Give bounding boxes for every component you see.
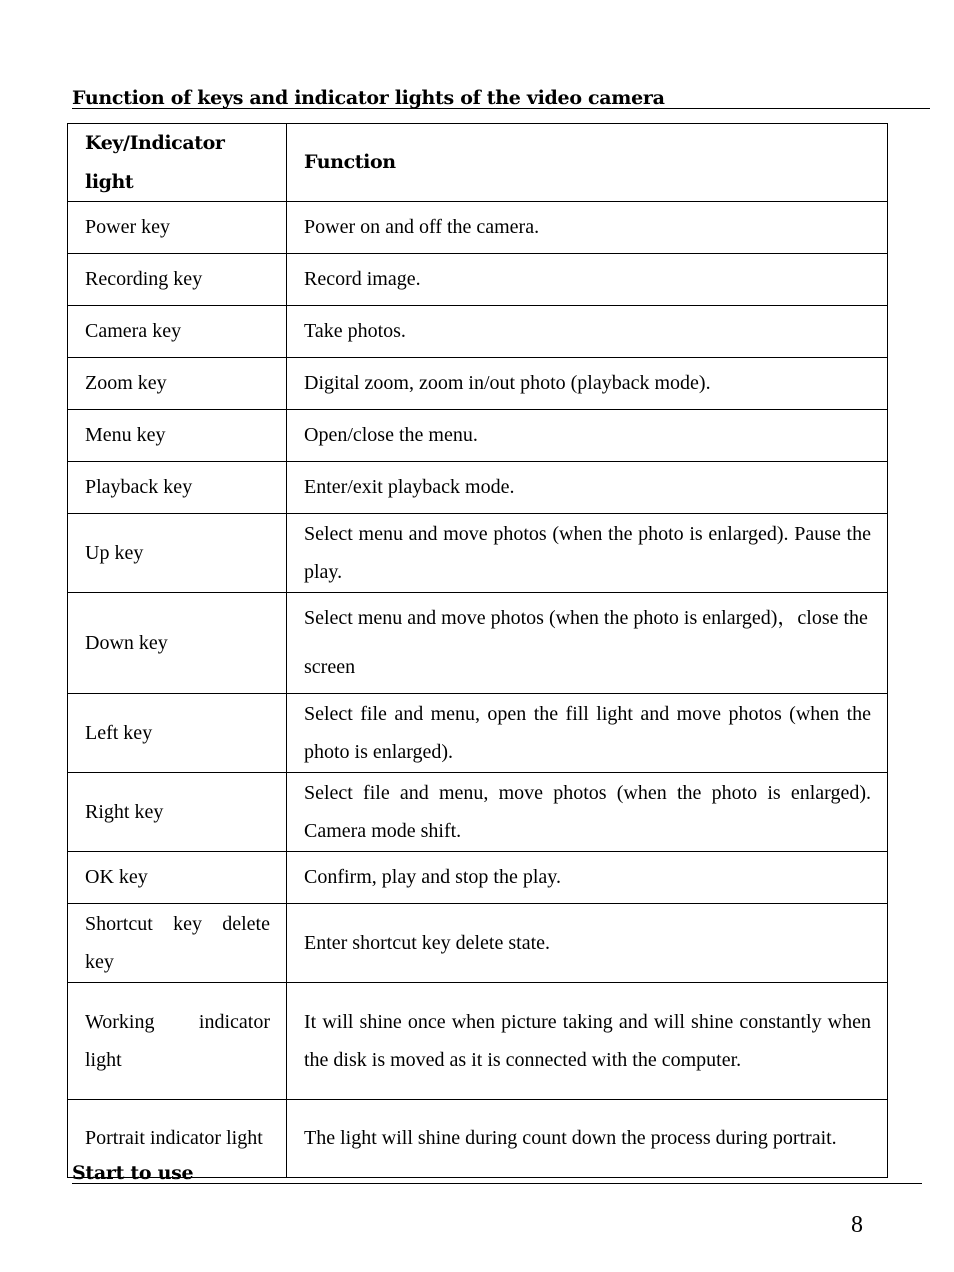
column-header-function: Function: [287, 124, 888, 202]
key-cell: Left key: [68, 694, 287, 773]
key-cell: Shortcut key delete key: [68, 904, 287, 983]
table-row: [68, 983, 888, 1100]
function-cell: Record image.: [287, 254, 888, 306]
key-function-table: [67, 123, 888, 1178]
table-row: [68, 358, 888, 410]
function-cell: Confirm, play and stop the play.: [287, 852, 888, 904]
key-cell: Down key: [68, 593, 287, 694]
function-cell: Enter shortcut key delete state.: [287, 904, 888, 983]
page-number: 8: [851, 1212, 863, 1238]
function-cell: Open/close the menu.: [287, 410, 888, 462]
table-row: [68, 593, 888, 694]
function-cell: Select menu and move photos (when the photo is enlarged). Pause the play.: [287, 514, 888, 593]
key-cell: Up key: [68, 514, 287, 593]
key-cell: Power key: [68, 202, 287, 254]
key-cell: Menu key: [68, 410, 287, 462]
key-cell: Camera key: [68, 306, 287, 358]
function-cell: It will shine once when picture taking and will shine constantly when the disk is moved as it is connected with the computer.: [287, 983, 888, 1100]
key-cell: Recording key: [68, 254, 287, 306]
key-cell: Playback key: [68, 462, 287, 514]
table-row: [68, 202, 888, 254]
function-cell: Power on and off the camera.: [287, 202, 888, 254]
key-cell: Right key: [68, 773, 287, 852]
table-row: [68, 773, 888, 852]
function-cell: Digital zoom, zoom in/out photo (playback mode).: [287, 358, 888, 410]
table-row: [68, 514, 888, 593]
heading-underline: [72, 108, 930, 109]
key-cell: Zoom key: [68, 358, 287, 410]
table-row: [68, 306, 888, 358]
section-heading-key-functions: Function of keys and indicator lights of the video camera: [72, 87, 665, 109]
function-cell: Select file and menu, move photos (when the photo is enlarged). Camera mode shift.: [287, 773, 888, 852]
function-cell: Select file and menu, open the fill light and move photos (when the photo is enlarged).: [287, 694, 888, 773]
section-heading-start-to-use: Start to use: [72, 1162, 194, 1184]
function-cell: Enter/exit playback mode.: [287, 462, 888, 514]
key-cell: Working indicator light: [68, 983, 287, 1100]
table-header-row: [68, 124, 888, 202]
column-header-key: Key/Indicator light: [68, 124, 287, 202]
heading-underline: [72, 1183, 922, 1184]
table-row: [68, 852, 888, 904]
table-row: [68, 462, 888, 514]
table-row: [68, 904, 888, 983]
function-cell: Select menu and move photos (when the photo is enlarged)，close the screen: [287, 593, 888, 694]
table-row: [68, 254, 888, 306]
function-cell: Take photos.: [287, 306, 888, 358]
function-cell: The light will shine during count down the process during portrait.: [287, 1100, 888, 1178]
key-cell: OK key: [68, 852, 287, 904]
table-row: [68, 694, 888, 773]
key-cell: Portrait indicator light: [68, 1100, 287, 1178]
table-row: [68, 410, 888, 462]
